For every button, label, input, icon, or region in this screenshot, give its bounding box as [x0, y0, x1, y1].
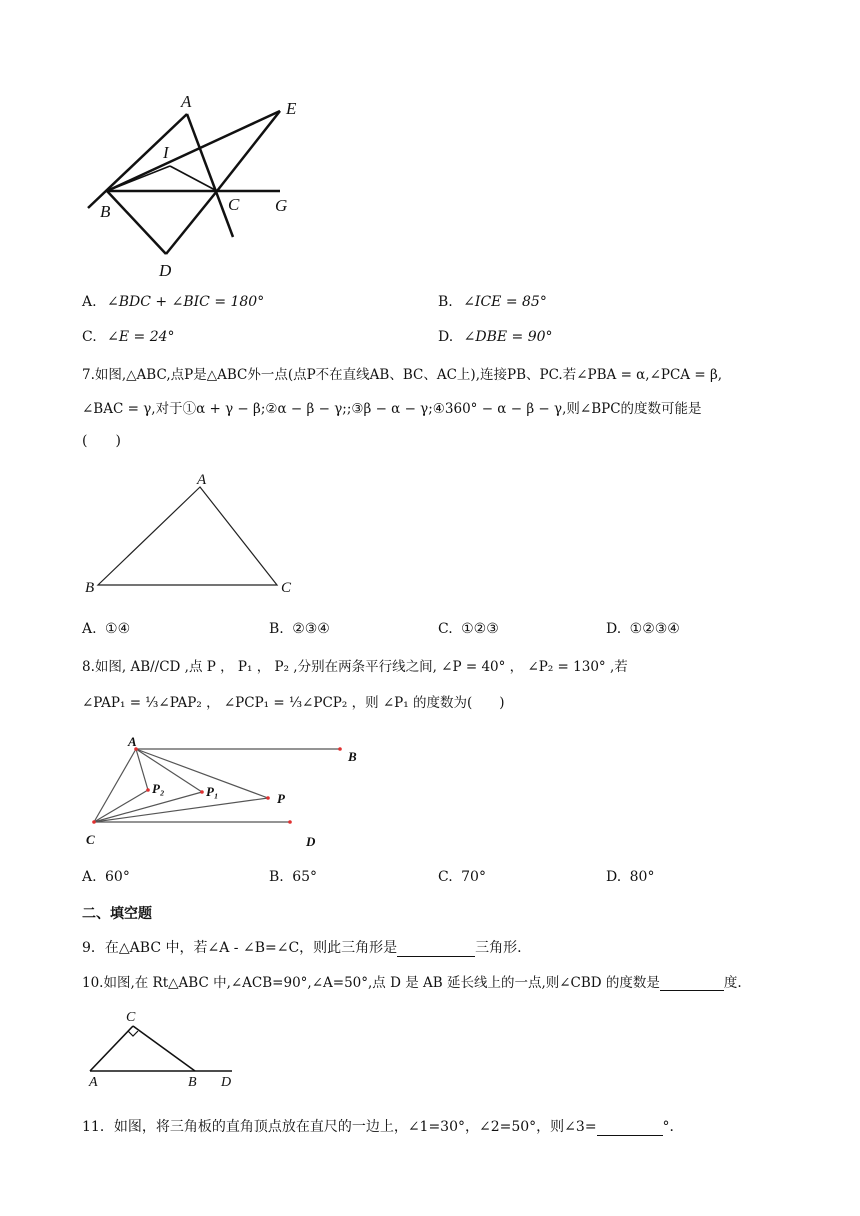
- option-text: ②③④: [292, 621, 330, 637]
- point-c: [92, 820, 96, 824]
- q6-option-c: [82, 329, 175, 345]
- q11-text-after: °．: [662, 1119, 684, 1135]
- option-letter: B.: [438, 294, 453, 310]
- q7-line-3: ( ): [82, 433, 121, 449]
- section-heading: 二、填空题: [82, 906, 152, 922]
- q11-answer-blank[interactable]: [597, 1121, 663, 1136]
- q10-line: [82, 971, 742, 991]
- line-ac: [90, 1026, 133, 1071]
- q8-line-1: 8.如图, AB//CD ,点 P ， P₁ ， P₂ ,分别在两条平行线之间, ∠P = 40° ， ∠P₂ = 130° ,若: [82, 659, 628, 675]
- line-bi: [107, 166, 170, 191]
- option-letter: A.: [82, 294, 97, 310]
- q7-figure: [84, 470, 304, 600]
- option-letter: D.: [606, 869, 622, 885]
- option-text: 70°: [461, 869, 486, 885]
- option-text: ①④: [105, 621, 131, 637]
- label-b: B: [100, 202, 111, 221]
- label-c: C: [126, 1010, 136, 1025]
- option-letter: B.: [269, 621, 284, 637]
- option-text: ∠BDC + ∠BIC = 180°: [107, 294, 265, 310]
- option-text: 60°: [105, 869, 130, 885]
- q10-text-after: 度.: [723, 975, 742, 991]
- label-b: B: [188, 1075, 197, 1090]
- option-letter: C.: [82, 329, 97, 345]
- q6-option-b: [438, 294, 547, 310]
- q7-line-1: 7.如图,△ABC,点P是△ABC外一点(点P不在直线AB、BC、AC上),连接PB、PC.若∠PBA = α,∠PCA = β,: [82, 367, 723, 383]
- line-cp: [94, 798, 268, 822]
- q7-option-c: [438, 621, 499, 637]
- q10-figure: [80, 1005, 250, 1090]
- label-a: A: [197, 472, 207, 488]
- point-b: [338, 747, 342, 751]
- option-letter: A.: [82, 621, 97, 637]
- option-text: 80°: [629, 869, 655, 885]
- line-ac: [94, 749, 136, 822]
- label-c: C: [281, 580, 292, 596]
- label-d: D: [306, 834, 316, 849]
- q8-option-d: [606, 869, 654, 885]
- option-letter: C.: [438, 621, 453, 637]
- triangle-abc: [98, 487, 277, 585]
- q8-option-a: [82, 869, 130, 885]
- label-e: E: [286, 99, 297, 118]
- option-text: ∠DBE = 90°: [463, 329, 553, 345]
- line-bd: [107, 191, 166, 254]
- q8-option-b: [269, 869, 317, 885]
- q7-line-2: ∠BAC = γ,对于①α + γ − β;②α − β − γ;;③β − α − γ;④360° − α − β − γ,则∠BPC的度数可能是: [82, 401, 702, 417]
- line-ce: [217, 111, 280, 191]
- point-p1: [200, 790, 204, 794]
- label-p1: P₁: [206, 784, 219, 799]
- q6-figure: [80, 90, 310, 280]
- q10-text-before: 10.如图,在 Rt△ABC 中,∠ACB=90°,∠A=50°,点 D 是 AB 延长线上的一点,则∠CBD 的度数是: [82, 975, 660, 991]
- label-b: B: [348, 749, 357, 764]
- line-cp2: [94, 790, 148, 822]
- label-d: D: [159, 261, 172, 280]
- label-a: A: [181, 92, 192, 111]
- label-d: D: [221, 1075, 232, 1090]
- right-angle-mark: [128, 1031, 138, 1036]
- q9-text-before: 9．在△ABC 中，若∠A - ∠B=∠C，则此三角形是: [82, 940, 398, 956]
- label-c: C: [228, 195, 240, 214]
- q7-option-b: [269, 621, 330, 637]
- label-c: C: [86, 832, 95, 847]
- q11-text-before: 11．如图，将三角板的直角顶点放在直尺的一边上，∠1=30°，∠2=50°，则∠3=: [82, 1119, 597, 1135]
- option-letter: D.: [606, 621, 622, 637]
- point-p2: [146, 788, 150, 792]
- option-letter: D.: [438, 329, 454, 345]
- label-b: B: [85, 580, 95, 596]
- q6-option-a: [82, 294, 264, 310]
- q8-option-c: [438, 869, 486, 885]
- point-d: [288, 820, 292, 824]
- line-cp1: [94, 792, 202, 822]
- label-p: P: [277, 791, 285, 806]
- q7-option-d: [606, 621, 680, 637]
- label-a: A: [89, 1075, 98, 1090]
- q9-line: [82, 937, 522, 957]
- q9-text-after: 三角形.: [475, 940, 522, 956]
- option-letter: C.: [438, 869, 453, 885]
- q8-line-2: ∠PAP₁ = ⅓∠PAP₂ ， ∠PCP₁ = ⅓∠PCP₂ ，则 ∠P₁ 的度数为( ): [82, 695, 505, 711]
- label-p2: P₂: [152, 781, 165, 796]
- line-cb: [133, 1026, 195, 1071]
- option-text: 65°: [292, 869, 318, 885]
- option-text: ①②③④: [629, 621, 680, 637]
- option-letter: B.: [269, 869, 284, 885]
- line-ap1: [136, 749, 202, 792]
- q7-option-a: [82, 621, 130, 637]
- option-text: ①②③: [461, 621, 499, 637]
- q11-line: [82, 1116, 684, 1136]
- point-p: [266, 796, 270, 800]
- q8-figure: [84, 733, 374, 853]
- label-g: G: [275, 196, 288, 215]
- option-text: ∠E = 24°: [107, 329, 175, 345]
- label-a: A: [128, 734, 137, 749]
- line-cd: [166, 191, 217, 254]
- q6-option-d: [438, 329, 553, 345]
- label-i: I: [163, 143, 169, 162]
- option-text: ∠ICE = 85°: [463, 294, 547, 310]
- q9-answer-blank[interactable]: [397, 942, 475, 957]
- q10-answer-blank[interactable]: [660, 976, 724, 991]
- option-letter: A.: [82, 869, 97, 885]
